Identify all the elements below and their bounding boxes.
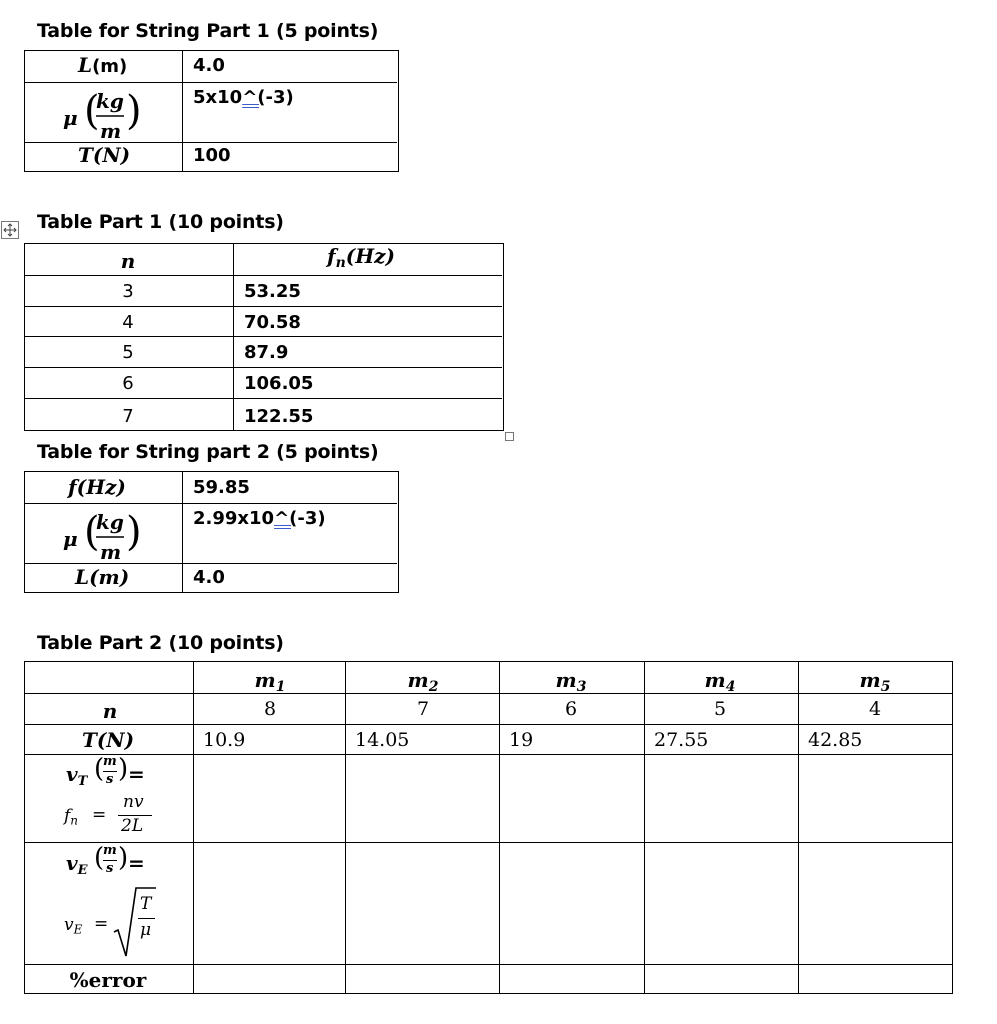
part2-vT-cell-3[interactable] [500,755,643,841]
part2-row-vT-label: $v_T$ ( m s ) = [66,754,145,789]
part2-row-error-label: %error [69,968,147,992]
string2-mu-value: 2.99x10^(-3) [193,508,326,529]
part2-vE-cell-4[interactable] [645,843,797,963]
string2-mu-label: μ [63,527,78,551]
part2-error-cell-2[interactable] [346,965,498,992]
table-move-handle[interactable] [1,221,19,239]
part2-T-5: 42.85 [808,729,863,751]
part2-T-4: 27.55 [654,729,709,751]
svg-text:): ) [126,509,142,555]
part1-n-1: 4 [122,312,134,333]
part2-vT-cell-5[interactable] [799,755,951,841]
svg-text:): ) [126,88,142,134]
string1-T-label: T(N) [78,143,131,167]
part2-vT-cell-2[interactable] [346,755,498,841]
part2-n-1: 8 [263,698,277,720]
part2-n-2: 7 [416,698,430,720]
string1-mu-value: 5x10^(-3) [193,87,294,108]
string2-mu-unit-fraction [82,505,152,565]
svg-text:kg: kg [96,510,124,534]
part1-f-3: 106.05 [244,373,314,394]
part2-vE-cell-1[interactable] [194,843,344,963]
string2-f-label: f(Hz) [68,475,126,499]
table-string1-title: Table for String Part 1 (5 points) [37,20,379,42]
part2-mass-3: $m_3$ [555,668,587,696]
part2-vT-cell-1[interactable] [194,755,344,841]
part2-row-vT-formula: $f_n$ = nv 2L [64,794,174,838]
svg-text:kg: kg [96,89,124,113]
part2-mass-5: $m_5$ [859,668,891,696]
part2-T-1: 10.9 [203,729,246,751]
string1-L-value: 4.0 [193,55,225,76]
move-icon [2,222,18,238]
part1-f-4: 122.55 [244,406,314,427]
part2-T-3: 19 [509,729,534,751]
table-part2-title: Table Part 2 (10 points) [37,632,284,654]
svg-text:(: ( [84,88,100,134]
part1-n-0: 3 [122,281,134,302]
string1-T-value: 100 [193,145,231,166]
part2-row-n-label: n [102,699,118,723]
part2-mass-4: $m_4$ [704,668,736,696]
part1-f-1: 70.58 [244,312,301,333]
part2-error-cell-4[interactable] [645,965,797,992]
part2-error-cell-1[interactable] [194,965,344,992]
svg-text:m: m [100,119,122,143]
part1-n-3: 6 [122,373,134,394]
part1-f-2: 87.9 [244,342,289,363]
part2-vT-cell-4[interactable] [645,755,797,841]
table-part1-title: Table Part 1 (10 points) [37,211,284,233]
table-resize-handle[interactable] [505,432,514,441]
string1-L-label: L(m) [78,53,128,77]
part1-header-n: n [120,249,136,273]
part1-header-f: $f_n(Hz)$ [327,244,395,272]
part2-n-3: 6 [564,698,578,720]
part2-mass-2: $m_2$ [407,668,439,696]
part2-row-vE-label: $v_E$ ( m s ) = [66,843,145,878]
part2-error-cell-3[interactable] [500,965,643,992]
string2-L-label: L(m) [75,565,130,589]
svg-text:(: ( [84,509,100,555]
string1-mu-label: μ [63,106,78,130]
table-part1 [24,243,504,431]
table-string2-title: Table for String part 2 (5 points) [37,441,379,463]
string2-f-value: 59.85 [193,477,250,498]
svg-text:m: m [100,540,122,564]
string2-L-value: 4.0 [193,567,225,588]
part2-error-cell-5[interactable] [799,965,951,992]
string1-mu-unit-fraction [82,84,152,144]
part2-row-vE-formula: $v_E$ = T μ [64,886,174,960]
part2-row-T-label: T(N) [81,728,135,752]
part2-T-2: 14.05 [355,729,410,751]
part2-mass-1: $m_1$ [254,668,286,696]
part2-n-4: 5 [713,698,727,720]
part1-f-0: 53.25 [244,281,301,302]
part1-n-4: 7 [122,406,134,427]
part2-vE-cell-5[interactable] [799,843,951,963]
part2-n-5: 4 [868,698,882,720]
part2-vE-cell-3[interactable] [500,843,643,963]
part1-n-2: 5 [122,342,134,363]
part2-vE-cell-2[interactable] [346,843,498,963]
